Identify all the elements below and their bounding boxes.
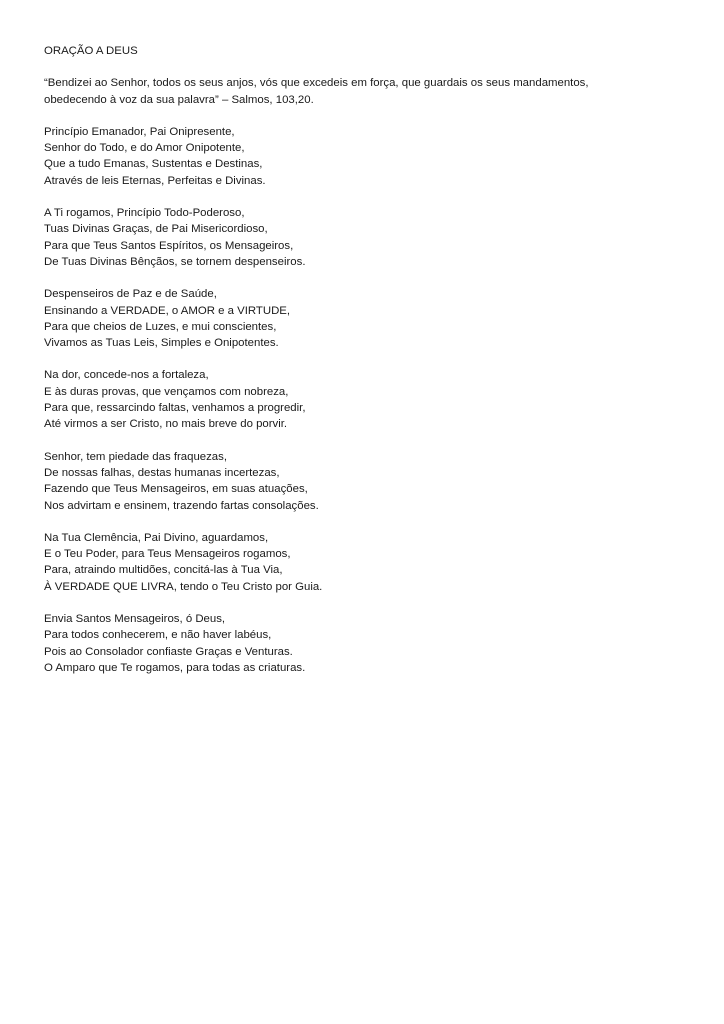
verse-line: Nos advirtam e ensinem, trazendo fartas consolações. <box>44 499 319 512</box>
stanza-3 <box>44 286 684 351</box>
verse-line: Que a tudo Emanas, Sustentas e Destinas, <box>44 158 263 171</box>
verse-line: Envia Santos Mensageiros, ó Deus, <box>44 613 226 626</box>
verse-line: Despenseiros de Paz e de Saúde, <box>44 288 217 301</box>
verse-line: Para que, ressarcindo faltas, venhamos a progredir, <box>44 402 306 415</box>
verse-line: Até virmos a ser Cristo, no mais breve do porvir. <box>44 418 288 431</box>
verse-line: De Tuas Divinas Bênçãos, se tornem despenseiros. <box>44 255 306 268</box>
epigraph-line: obedecendo à voz da sua palavra” – Salmos, 103,20. <box>44 93 314 106</box>
verse-line: Fazendo que Teus Mensageiros, em suas atuações, <box>44 483 308 496</box>
verse-line: Tuas Divinas Graças, de Pai Misericordioso, <box>44 223 268 236</box>
verse-line: Através de leis Eternas, Perfeitas e Divinas. <box>44 174 266 187</box>
stanza-1 <box>44 124 684 189</box>
epigraph-line: “Bendizei ao Senhor, todos os seus anjos, vós que excedeis em força, que guardais os seus mandamentos, <box>44 77 589 90</box>
verse-line: Pois ao Consolador confiaste Graças e Venturas. <box>44 645 293 658</box>
stanza-2 <box>44 205 684 270</box>
verse-line: E às duras provas, que vençamos com nobreza, <box>44 385 289 398</box>
page-title: ORAÇÃO A DEUS <box>44 45 138 57</box>
verse-line: Senhor, tem piedade das fraquezas, <box>44 450 228 463</box>
stanza-4 <box>44 367 684 432</box>
verse-line: Na dor, concede-nos a fortaleza, <box>44 369 209 382</box>
stanza-5 <box>44 449 684 514</box>
document-body <box>44 43 684 676</box>
verse-line: Ensinando a VERDADE, o AMOR e a VIRTUDE, <box>44 304 291 317</box>
stanza-6 <box>44 530 684 595</box>
verse-line: Princípio Emanador, Pai Onipresente, <box>44 125 235 138</box>
verse-line: Para que Teus Santos Espíritos, os Mensageiros, <box>44 239 294 252</box>
verse-line: O Amparo que Te rogamos, para todas as criaturas. <box>44 661 306 674</box>
verse-line: Vivamos as Tuas Leis, Simples e Onipotentes. <box>44 337 279 350</box>
stanza-7 <box>44 611 684 676</box>
verse-line: À VERDADE QUE LIVRA, tendo o Teu Cristo por Guia. <box>44 580 323 593</box>
verse-line: Na Tua Clemência, Pai Divino, aguardamos, <box>44 531 269 544</box>
verse-line: De nossas falhas, destas humanas incertezas, <box>44 466 280 479</box>
verse-line: E o Teu Poder, para Teus Mensageiros rogamos, <box>44 548 291 561</box>
verse-line: Para que cheios de Luzes, e mui conscientes, <box>44 320 277 333</box>
verse-line: Para todos conhecerem, e não haver labéus, <box>44 629 272 642</box>
verse-line: A Ti rogamos, Princípio Todo-Poderoso, <box>44 207 245 220</box>
epigraph-quote <box>44 75 684 108</box>
verse-line: Senhor do Todo, e do Amor Onipotente, <box>44 142 245 155</box>
verse-line: Para, atraindo multidões, concitá-las à Tua Via, <box>44 564 283 577</box>
